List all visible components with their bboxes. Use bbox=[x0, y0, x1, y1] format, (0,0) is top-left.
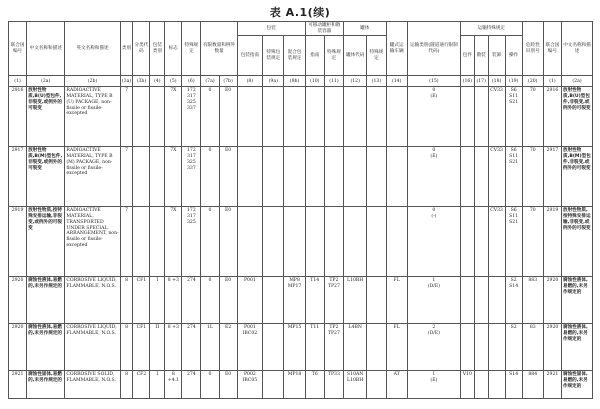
cell-class: 8 bbox=[120, 371, 133, 399]
cell-tank-special bbox=[324, 87, 343, 147]
cell-packing-group: II bbox=[150, 324, 165, 371]
cell-limited-qty: 0 bbox=[201, 371, 219, 399]
cell-packages bbox=[460, 277, 474, 324]
colnum: (2a) bbox=[27, 76, 65, 87]
col-tank-code: 罐体代码 bbox=[343, 36, 366, 76]
cell-packing-group: I bbox=[150, 277, 165, 324]
cell-excepted-qty: E0 bbox=[219, 147, 237, 207]
cell-packages bbox=[460, 87, 474, 147]
cell-tank-code-special bbox=[367, 147, 386, 207]
cell-packing-instr bbox=[237, 207, 263, 277]
colnum: (11) bbox=[324, 76, 343, 87]
cell-cn-name: 放射性物质,B(U)型包件,非裂变,或例外的可裂变 bbox=[27, 87, 65, 147]
colnum: (8) bbox=[237, 76, 263, 87]
cell-un: 2920 bbox=[9, 277, 27, 324]
table-row bbox=[9, 371, 593, 399]
cell-tank-instr bbox=[305, 207, 324, 277]
colnum: (14) bbox=[386, 76, 407, 87]
cell-special-provisions: 274 bbox=[182, 371, 201, 399]
cell-cn-name-repeat: 放射性物质,B(U)型包件,非裂变,或例外的可裂变 bbox=[561, 87, 592, 147]
cell-labels: 7X bbox=[165, 147, 182, 207]
cell-cn-name: 腐蚀性液体,易燃的,未另作规定的 bbox=[27, 277, 65, 324]
cell-packing-instr: P001 IBC02 bbox=[237, 324, 263, 371]
table-row bbox=[9, 277, 593, 324]
cell-tank-code bbox=[343, 147, 366, 207]
cell-special-packing bbox=[263, 207, 284, 277]
cell-tank-code: S10AN L10BH bbox=[343, 371, 366, 399]
cell-tank-code bbox=[343, 87, 366, 147]
group-tanks: 罐体 bbox=[343, 22, 386, 36]
cell-tank-code-special bbox=[367, 371, 386, 399]
cell-special-packing bbox=[263, 324, 284, 371]
cell-tank-instr: T11 bbox=[305, 324, 324, 371]
cell-mixed-packing bbox=[284, 87, 305, 147]
col-hazard-id: 危险性识别号 bbox=[522, 22, 543, 76]
colnum: (18) bbox=[488, 76, 505, 87]
cell-loading bbox=[488, 277, 505, 324]
cell-tank-vehicle bbox=[386, 207, 407, 277]
cell-class: 7 bbox=[120, 87, 133, 147]
transport-cat: 0 bbox=[432, 208, 436, 214]
cell-limited-qty: 0 bbox=[201, 277, 219, 324]
cell-tank-code: L4BN bbox=[343, 324, 366, 371]
cell-en-name: RADIOACTIVE MATERIAL, TRANSPORTED UNDER SPECIAL ARRANGEMENT, non-fissile or fissile-excepted bbox=[65, 207, 120, 277]
cell-special-provisions: 172 317 325 bbox=[182, 207, 201, 277]
cell-hazard-id: 883 bbox=[522, 277, 543, 324]
col-mixed-packing: 混合包装规定 bbox=[284, 36, 305, 76]
cell-loading bbox=[488, 371, 505, 399]
tunnel-code: (D/E) bbox=[427, 331, 440, 337]
cell-special-provisions: 274 bbox=[182, 277, 201, 324]
colnum: (4) bbox=[150, 76, 165, 87]
cell-packing-instr bbox=[237, 87, 263, 147]
dangerous-goods-table bbox=[8, 21, 593, 399]
colnum: (2a) bbox=[561, 76, 592, 87]
group-special-transport: 运输特殊规定 bbox=[460, 22, 522, 36]
cell-labels: 8 +3 bbox=[165, 277, 182, 324]
cell-un: 2919 bbox=[9, 207, 27, 277]
col-tank-instructions: 指南 bbox=[305, 36, 324, 76]
cell-packing-group: I bbox=[150, 371, 165, 399]
colnum: (9a) bbox=[263, 76, 284, 87]
cell-mixed-packing bbox=[284, 147, 305, 207]
cell-transport-category bbox=[407, 147, 460, 207]
cell-excepted-qty: E0 bbox=[219, 371, 237, 399]
cell-labels: 8 +4.1 bbox=[165, 371, 182, 399]
colnum: (9b) bbox=[284, 76, 305, 87]
cell-labels: 7X bbox=[165, 207, 182, 277]
colnum: (2b) bbox=[65, 76, 120, 87]
cell-class: 8 bbox=[120, 277, 133, 324]
cell-class-code bbox=[133, 207, 150, 277]
cell-un-repeat: 2920 bbox=[543, 324, 561, 371]
group-packaging: 包装 bbox=[237, 22, 305, 36]
col-en-name: 英文名称和描述 bbox=[65, 22, 120, 76]
colnum: (3a) bbox=[120, 76, 133, 87]
tunnel-code: (E) bbox=[430, 154, 438, 160]
colnum: (10) bbox=[305, 76, 324, 87]
cell-cn-name-repeat: 腐蚀性液体,易燃的,未另作规定的 bbox=[561, 324, 592, 371]
cell-packing-group bbox=[150, 207, 165, 277]
cell-tank-instr: T14 bbox=[305, 277, 324, 324]
cell-operation: S6 S11 S21 bbox=[505, 207, 522, 277]
cell-special-provisions: 172 317 325 337 bbox=[182, 87, 201, 147]
cell-special-provisions: 274 bbox=[182, 324, 201, 371]
cell-excepted-qty: E0 bbox=[219, 87, 237, 147]
cell-tank-special bbox=[324, 147, 343, 207]
colnum: (3b) bbox=[133, 76, 150, 87]
cell-un: 2920 bbox=[9, 324, 27, 371]
cell-special-packing bbox=[263, 371, 284, 399]
tunnel-code: (E) bbox=[430, 94, 438, 100]
cell-un-repeat: 2920 bbox=[543, 277, 561, 324]
cell-tank-code-special bbox=[367, 207, 386, 277]
col-cn-name: 中文名称和描述 bbox=[27, 22, 65, 76]
cell-packing-instr: P001 bbox=[237, 277, 263, 324]
cell-cn-name-repeat: 腐蚀性固体,易燃的,未另作规定的 bbox=[561, 371, 592, 399]
cell-transport-category bbox=[407, 207, 460, 277]
cell-cn-name: 腐蚀性固体,易燃的,未另作规定的 bbox=[27, 371, 65, 399]
cell-tank-special: TP2 TP27 bbox=[324, 324, 343, 371]
table-row bbox=[9, 207, 593, 277]
cell-cn-name: 放射性物质,按特殊安排运输,非裂变,或例外的可裂变 bbox=[27, 207, 65, 277]
colnum: (12) bbox=[343, 76, 366, 87]
cell-cn-name-repeat: 放射性物质,B(M)型包件,非裂变,或例外的可裂变 bbox=[561, 147, 592, 207]
cell-cn-name: 放射性物质,B(M)型包件,非裂变,或例外的可裂变 bbox=[27, 147, 65, 207]
cell-packages: V10 bbox=[460, 371, 474, 399]
table-row bbox=[9, 147, 593, 207]
cell-operation: S6 S11 S21 bbox=[505, 87, 522, 147]
col-class: 类别 bbox=[120, 22, 133, 76]
tunnel-code: (-) bbox=[431, 214, 437, 220]
cell-packing-instr bbox=[237, 147, 263, 207]
colnum: (7b) bbox=[219, 76, 237, 87]
cell-limited-qty: 0 bbox=[201, 207, 219, 277]
tunnel-code: (E) bbox=[430, 378, 438, 384]
cell-packages bbox=[460, 324, 474, 371]
cell-packages bbox=[460, 147, 474, 207]
cell-en-name: RADIOACTIVE MATERIAL, TYPE B (M) PACKAGE, non-fissile or fissile-excepted bbox=[65, 147, 120, 207]
cell-operation: S6 S11 S21 bbox=[505, 147, 522, 207]
cell-packages bbox=[460, 207, 474, 277]
colnum: (19) bbox=[505, 76, 522, 87]
colnum: (1) bbox=[9, 76, 27, 87]
cell-tank-special bbox=[324, 207, 343, 277]
cell-tank-vehicle bbox=[386, 147, 407, 207]
cell-tank-code-special bbox=[367, 277, 386, 324]
cell-tank-vehicle: FL bbox=[386, 324, 407, 371]
cell-loading: CV33 bbox=[488, 207, 505, 277]
colnum: (20) bbox=[522, 76, 543, 87]
cell-tank-vehicle: AT bbox=[386, 371, 407, 399]
col-packages: 包件 bbox=[460, 36, 474, 76]
cell-mixed-packing: MP18 bbox=[284, 371, 305, 399]
group-portable-tanks: 可移动罐柜和散装容器 bbox=[305, 22, 343, 36]
cell-class-code: CF1 bbox=[133, 277, 150, 324]
colnum: (5) bbox=[165, 76, 182, 87]
cell-tank-special: TP33 bbox=[324, 371, 343, 399]
col-labels: 标志 bbox=[165, 22, 182, 76]
cell-transport-category bbox=[407, 87, 460, 147]
colnum: (16) bbox=[460, 76, 474, 87]
cell-hazard-id: 70 bbox=[522, 147, 543, 207]
table-row bbox=[9, 324, 593, 371]
col-operation: 操作 bbox=[505, 36, 522, 76]
cell-en-name: CORROSIVE LIQUID, FLAMMABLE, N.O.S. bbox=[65, 324, 120, 371]
transport-cat: 1 bbox=[432, 278, 436, 284]
cell-limited-qty: 0 bbox=[201, 147, 219, 207]
col-special-packing: 特殊包装规定 bbox=[263, 36, 284, 76]
col-loading: 装卸 bbox=[488, 36, 505, 76]
colnum: (15) bbox=[407, 76, 460, 87]
cell-mixed-packing: MP8 MP17 bbox=[284, 277, 305, 324]
col-special-provisions: 特殊规定 bbox=[182, 22, 201, 76]
cell-packing-instr: P002 IBC05 bbox=[237, 371, 263, 399]
cell-tank-code-special bbox=[367, 324, 386, 371]
transport-cat: 2 bbox=[432, 325, 436, 331]
cell-cn-name-repeat: 腐蚀性液体,易燃的,未另作规定的 bbox=[561, 277, 592, 324]
cell-transport-category bbox=[407, 324, 460, 371]
colnum: (6) bbox=[182, 76, 201, 87]
cell-cn-name-repeat: 放射性物质,按特殊安排运输,非裂变,或例外的可裂变 bbox=[561, 207, 592, 277]
cell-limited-qty: 1L bbox=[201, 324, 219, 371]
cell-labels: 7X bbox=[165, 87, 182, 147]
cell-un-repeat: 2916 bbox=[543, 87, 561, 147]
cell-hazard-id: 70 bbox=[522, 207, 543, 277]
cell-class-code: CF2 bbox=[133, 371, 150, 399]
cell-tank-instr bbox=[305, 147, 324, 207]
cell-bulk bbox=[474, 371, 488, 399]
col-tank-code-special: 特殊规定 bbox=[367, 36, 386, 76]
cell-packing-group bbox=[150, 87, 165, 147]
col-un: 联合国编号 bbox=[9, 22, 27, 76]
cell-bulk bbox=[474, 277, 488, 324]
cell-operation: S2 S14 bbox=[505, 277, 522, 324]
transport-cat: 0 bbox=[432, 148, 436, 154]
cell-tank-code: L10BH bbox=[343, 277, 366, 324]
cell-hazard-id: 884 bbox=[522, 371, 543, 399]
cell-transport-category bbox=[407, 371, 460, 399]
cell-transport-category bbox=[407, 277, 460, 324]
cell-tank-vehicle bbox=[386, 87, 407, 147]
cell-labels: 8 +3 bbox=[165, 324, 182, 371]
cell-bulk bbox=[474, 207, 488, 277]
cell-excepted-qty: E2 bbox=[219, 324, 237, 371]
cell-mixed-packing: MP15 bbox=[284, 324, 305, 371]
cell-un: 2917 bbox=[9, 147, 27, 207]
cell-bulk bbox=[474, 87, 488, 147]
col-packing-instructions: 包装指南 bbox=[237, 36, 263, 76]
cell-en-name: CORROSIVE SOLID, FLAMMABLE, N.O.S. bbox=[65, 371, 120, 399]
cell-excepted-qty: E0 bbox=[219, 277, 237, 324]
cell-special-packing bbox=[263, 147, 284, 207]
col-class-code: 分类代码 bbox=[133, 22, 150, 76]
cell-hazard-id: 83 bbox=[522, 324, 543, 371]
col-bulk: 散装 bbox=[474, 36, 488, 76]
colnum: (17) bbox=[474, 76, 488, 87]
cell-special-packing bbox=[263, 87, 284, 147]
col-tank-vehicle: 罐式运输车辆 bbox=[386, 22, 407, 76]
cell-bulk bbox=[474, 324, 488, 371]
cell-tank-special: TP2 TP27 bbox=[324, 277, 343, 324]
tunnel-code: (D/E) bbox=[427, 284, 440, 290]
col-packing-group: 包装类别 bbox=[150, 22, 165, 76]
cell-loading: CV33 bbox=[488, 87, 505, 147]
cell-class: 8 bbox=[120, 324, 133, 371]
cell-un-repeat: 2917 bbox=[543, 147, 561, 207]
cell-un: 2916 bbox=[9, 87, 27, 147]
colnum: (7a) bbox=[201, 76, 219, 87]
cell-cn-name: 腐蚀性液体,易燃的,未另作规定的 bbox=[27, 324, 65, 371]
cell-class: 7 bbox=[120, 147, 133, 207]
col-un-repeat: 联合国编号 bbox=[543, 22, 561, 76]
cell-un-repeat: 2919 bbox=[543, 207, 561, 277]
cell-class-code: CF1 bbox=[133, 324, 150, 371]
header-row-1 bbox=[9, 22, 593, 36]
cell-mixed-packing bbox=[284, 207, 305, 277]
cell-operation: S2 bbox=[505, 324, 522, 371]
table-row bbox=[9, 87, 593, 147]
cell-hazard-id: 70 bbox=[522, 87, 543, 147]
column-number-row bbox=[9, 76, 593, 87]
cell-special-packing bbox=[263, 277, 284, 324]
transport-cat: 0 bbox=[432, 88, 436, 94]
col-cn-name-repeat: 中文名称和描述 bbox=[561, 22, 592, 76]
cell-class: 7 bbox=[120, 207, 133, 277]
col-transport-category: 运输类别(隧道通行限制代码) bbox=[407, 22, 460, 76]
cell-excepted-qty: E0 bbox=[219, 207, 237, 277]
cell-packing-group bbox=[150, 147, 165, 207]
cell-tank-vehicle: FL bbox=[386, 277, 407, 324]
cell-special-provisions: 172 317 325 337 bbox=[182, 147, 201, 207]
cell-loading: CV33 bbox=[488, 147, 505, 207]
cell-en-name: CORROSIVE LIQUID, FLAMMABLE, N.O.S. bbox=[65, 277, 120, 324]
transport-cat: 1 bbox=[432, 372, 436, 378]
cell-en-name: RADIOACTIVE MATERIAL, TYPE B (U) PACKAGE, non-fissile or fissile-excepted bbox=[65, 87, 120, 147]
colnum: (13) bbox=[367, 76, 386, 87]
cell-limited-qty: 0 bbox=[201, 87, 219, 147]
cell-un: 2921 bbox=[9, 371, 27, 399]
cell-class-code bbox=[133, 87, 150, 147]
cell-class-code bbox=[133, 147, 150, 207]
cell-tank-instr bbox=[305, 87, 324, 147]
cell-operation: S14 bbox=[505, 371, 522, 399]
col-tank-special: 特殊规定 bbox=[324, 36, 343, 76]
cell-bulk bbox=[474, 147, 488, 207]
table-title: 表 A.1(续) bbox=[269, 6, 331, 19]
col-limited-quantity: 有限数量和例外数量 bbox=[201, 22, 237, 76]
cell-tank-instr: T6 bbox=[305, 371, 324, 399]
cell-un-repeat: 2921 bbox=[543, 371, 561, 399]
cell-tank-code-special bbox=[367, 87, 386, 147]
cell-loading bbox=[488, 324, 505, 371]
colnum: (1) bbox=[543, 76, 561, 87]
cell-tank-code bbox=[343, 207, 366, 277]
